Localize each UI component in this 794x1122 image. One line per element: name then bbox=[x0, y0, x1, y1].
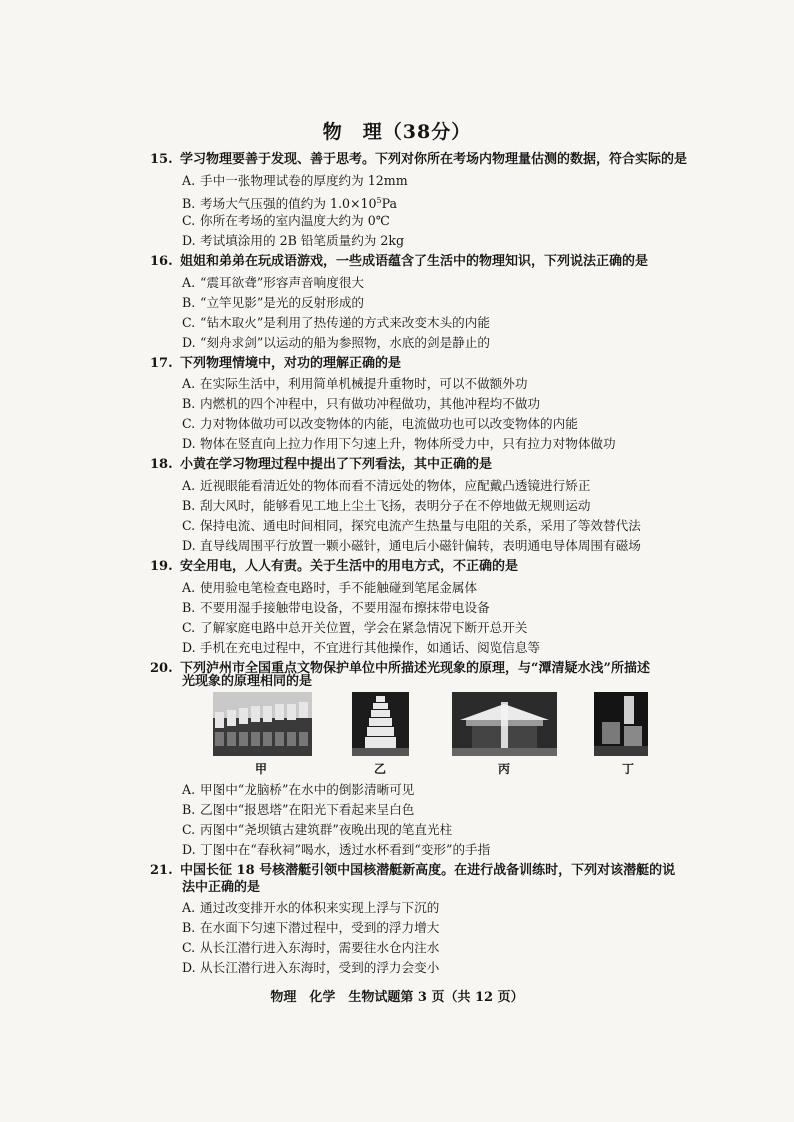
option-label: D. bbox=[182, 233, 196, 248]
option-text: “刻舟求剑”以运动的船为参照物，水底的剑是静止的 bbox=[200, 335, 490, 350]
option-d bbox=[182, 434, 616, 454]
option-b bbox=[182, 918, 439, 938]
option-text: 刮大风时，能够看见工地上尘土飞扬，表明分子在不停地做无规则运动 bbox=[200, 498, 591, 513]
option-text: “立竿见影”是光的反射形成的 bbox=[200, 295, 365, 310]
image-caption: 甲 bbox=[254, 762, 267, 776]
option-text: 手机在充电过程中，不宜进行其他操作，如通话、阅览信息等 bbox=[200, 640, 541, 655]
option-label: C. bbox=[182, 518, 196, 533]
option-text: 通过改变排开水的体积来实现上浮与下沉的 bbox=[200, 900, 440, 915]
page-footer: 物理 化学 生物试题第 3 页（共 12 页） bbox=[270, 990, 524, 1005]
image-caption: 丁 bbox=[621, 762, 634, 776]
option-text: 丁图中在“春秋祠”喝水，透过水杯看到“变形”的手指 bbox=[200, 842, 491, 857]
question-stem: 姐姐和弟弟在玩成语游戏，一些成语蕴含了生活中的物理知识，下列说法正确的是 bbox=[180, 254, 649, 269]
unit: Pa bbox=[381, 196, 398, 212]
option-label: C. bbox=[182, 620, 196, 635]
option-label: C. bbox=[182, 822, 196, 837]
option-label: B. bbox=[182, 295, 196, 310]
water-cup-photo bbox=[594, 692, 648, 756]
image-caption: 乙 bbox=[373, 762, 386, 776]
option-c bbox=[182, 618, 527, 638]
option-a bbox=[182, 374, 527, 394]
option-label: C. bbox=[182, 213, 196, 228]
option-d bbox=[182, 840, 490, 860]
option-label: B. bbox=[182, 802, 196, 817]
option-text: 在实际生活中，利用简单机械提升重物时，可以不做额外功 bbox=[200, 376, 528, 391]
option-b bbox=[182, 800, 414, 820]
option-text: 手中一张物理试卷的厚度约为 12mm bbox=[200, 173, 408, 188]
option-label: C. bbox=[182, 416, 196, 431]
option-label: B. bbox=[182, 920, 196, 935]
option-text: 考试填涂用的 2B 铅笔质量约为 2kg bbox=[200, 233, 405, 248]
option-label: D. bbox=[182, 436, 196, 451]
pagoda-photo bbox=[352, 692, 409, 756]
option-label: A. bbox=[182, 900, 196, 915]
question-15 bbox=[150, 150, 730, 170]
option-label: B. bbox=[182, 396, 196, 411]
option-text: 了解家庭电路中总开关位置，学会在紧急情况下断开总开关 bbox=[200, 620, 528, 635]
option-c bbox=[182, 313, 490, 333]
option-label: B. bbox=[182, 498, 196, 513]
option-a bbox=[182, 273, 364, 293]
question-number: 17. bbox=[150, 356, 173, 371]
question-number: 15. bbox=[150, 152, 173, 167]
option-text: 物体在竖直向上拉力作用下匀速上升，物体所受力中，只有拉力对物体做功 bbox=[200, 436, 616, 451]
option-text: 使用验电笔检查电路时，手不能触碰到笔尾金属体 bbox=[200, 580, 478, 595]
option-label: C. bbox=[182, 940, 196, 955]
option-label: B. bbox=[182, 196, 196, 212]
option-text: 乙图中“报恩塔”在阳光下看起来呈白色 bbox=[200, 802, 415, 817]
option-b bbox=[182, 293, 364, 313]
option-text: 在水面下匀速下潜过程中，受到的浮力增大 bbox=[200, 920, 440, 935]
question-18 bbox=[150, 455, 730, 475]
question-stem: 下列物理情境中，对功的理解正确的是 bbox=[180, 356, 402, 371]
bridge-photo-icon bbox=[213, 692, 312, 756]
option-c bbox=[182, 938, 439, 958]
option-d bbox=[182, 638, 540, 658]
question-16 bbox=[150, 252, 730, 272]
option-d bbox=[182, 231, 404, 251]
option-a bbox=[182, 476, 590, 496]
option-text: 丙图中“尧坝镇古建筑群”夜晚出现的笔直光柱 bbox=[200, 822, 453, 837]
option-text: 不要用湿手接触带电设备，不要用湿布擦抹带电设备 bbox=[200, 600, 490, 615]
option-d bbox=[182, 536, 641, 556]
option-text: 保持电流、通电时间相同，探究电流产生热量与电阻的关系，采用了等效替代法 bbox=[200, 518, 641, 533]
option-label: D. bbox=[182, 640, 196, 655]
option-text: “钻木取火”是利用了热传递的方式来改变木头的内能 bbox=[200, 315, 490, 330]
question-stem: 安全用电，人人有责。关于生活中的用电方式，不正确的是 bbox=[180, 559, 519, 574]
option-c bbox=[182, 211, 390, 231]
option-label: C. bbox=[182, 315, 196, 330]
option-a bbox=[182, 578, 477, 598]
option-c bbox=[182, 516, 641, 536]
question-number: 21. bbox=[150, 863, 173, 878]
option-label: A. bbox=[182, 376, 196, 391]
option-text: 近视眼能看清近处的物体而看不清远处的物体，应配戴凸透镜进行矫正 bbox=[200, 478, 591, 493]
option-text: 从长江潜行进入东海时，需要往水仓内注水 bbox=[200, 940, 440, 955]
option-label: B. bbox=[182, 600, 196, 615]
question-17 bbox=[150, 354, 730, 374]
option-a bbox=[182, 171, 408, 191]
option-label: A. bbox=[182, 173, 196, 188]
question-stem: 下列泸州市全国重点文物保护单位中所描述光现象的原理，与“潭清疑水浅”所描述 bbox=[180, 661, 650, 676]
option-b bbox=[182, 598, 490, 618]
option-b bbox=[182, 496, 590, 516]
question-number: 19. bbox=[150, 559, 173, 574]
option-label: A. bbox=[182, 580, 196, 595]
image-caption: 丙 bbox=[497, 762, 510, 776]
option-a bbox=[182, 898, 439, 918]
option-text: 从长江潜行进入东海时，受到的浮力会变小 bbox=[200, 960, 440, 975]
question-stem: 中国长征 18 号核潜艇引领中国核潜艇新高度。在进行战备训练时，下列对该潜艇的说 bbox=[180, 863, 676, 878]
ancient-buildings-photo bbox=[452, 692, 557, 756]
question-stem-continued: 法中正确的是 bbox=[182, 880, 261, 895]
question-number: 18. bbox=[150, 457, 173, 472]
question-stem-continued: 光现象的原理相同的是 bbox=[182, 674, 313, 689]
ancient-buildings-photo-icon bbox=[452, 692, 557, 756]
option-label: A. bbox=[182, 478, 196, 493]
option-text: 你所在考场的室内温度大约为 0℃ bbox=[200, 213, 390, 228]
bridge-photo bbox=[213, 692, 312, 756]
question-number: 16. bbox=[150, 254, 173, 269]
question-stem: 学习物理要善于发现、善于思考。下列对你所在考场内物理量估测的数据，符合实际的是 bbox=[180, 152, 688, 167]
question-number: 20. bbox=[150, 661, 173, 676]
option-text: 直导线周围平行放置一颗小磁针，通电后小磁针偏转，表明通电导体周围有磁场 bbox=[200, 538, 641, 553]
option-b bbox=[182, 394, 540, 414]
option-label: D. bbox=[182, 538, 196, 553]
option-label: A. bbox=[182, 782, 196, 797]
question-19 bbox=[150, 557, 730, 577]
option-text: 力对物体做功可以改变物体的内能，电流做功也可以改变物体的内能 bbox=[200, 416, 578, 431]
option-d bbox=[182, 333, 490, 353]
option-label: A. bbox=[182, 275, 196, 290]
option-text: 内燃机的四个冲程中，只有做功冲程做功，其他冲程均不做功 bbox=[200, 396, 541, 411]
option-label: D. bbox=[182, 335, 196, 350]
option-c bbox=[182, 820, 452, 840]
option-label: D. bbox=[182, 960, 196, 975]
option-text: 考场大气压强的值约为 1.0×10 bbox=[200, 196, 377, 212]
option-text: 甲图中“龙脑桥”在水中的倒影清晰可见 bbox=[200, 782, 415, 797]
option-text: “震耳欲聋”形容声音响度很大 bbox=[200, 275, 365, 290]
exponent: 5 bbox=[376, 196, 382, 205]
option-c bbox=[182, 414, 578, 434]
option-label: D. bbox=[182, 842, 196, 857]
water-cup-photo-icon bbox=[594, 692, 648, 756]
option-a bbox=[182, 780, 414, 800]
page-title: 物 理（38分） bbox=[322, 121, 472, 143]
option-d bbox=[182, 958, 439, 978]
question-stem: 小黄在学习物理过程中提出了下列看法，其中正确的是 bbox=[180, 457, 493, 472]
pagoda-photo-icon bbox=[352, 692, 409, 756]
